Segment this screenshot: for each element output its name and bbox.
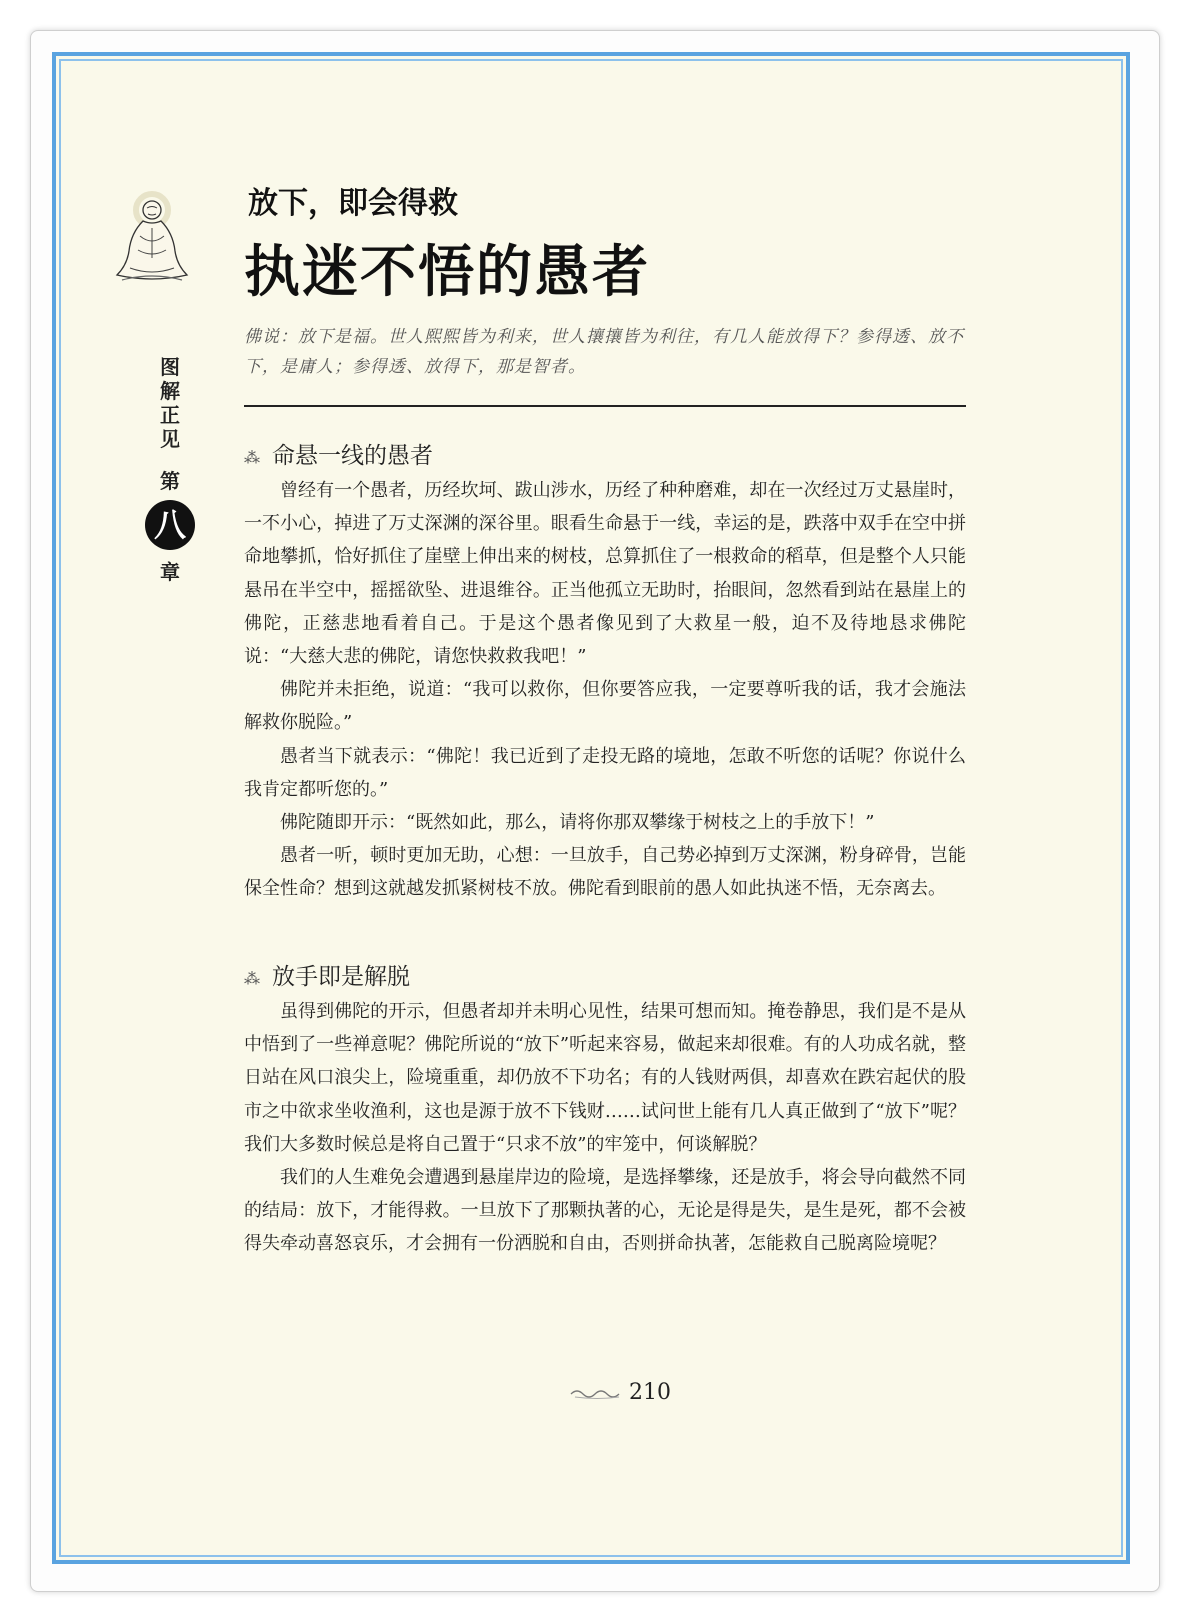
page-title: 执迷不悟的愚者	[244, 239, 650, 305]
paragraph: 曾经有一个愚者，历经坎坷、跋山涉水，历经了种种磨难，却在一次经过万丈悬崖时，一不小心，掉进了万丈深渊的深谷里。眼看生命悬于一线，幸运的是，跌落中双手在空中拼命地攀抓，恰好抓住了崖壁上伸出来的树枝，总算抓住了一根救命的稻草，但是整个人只能悬吊在半空中，摇摇欲坠、进退维谷。正当他孤立无助时，抬眼间，忽然看到站在悬崖上的佛陀，正慈悲地看着自己。于是这个愚者像见到了大救星一般，迫不及待地恳求佛陀说：“大慈大悲的佛陀，请您快救救我吧！”	[244, 480, 966, 668]
paragraph: 愚者当下就表示：“佛陀！我已近到了走投无路的境地，怎敢不听您的话呢？你说什么我肯定都听您的。”	[244, 745, 966, 800]
section-heading	[244, 958, 410, 991]
intro-quote: 佛说：放下是福。世人熙熙皆为利来，世人攘攘皆为利往，有几人能放得下？参得透、放不下，是庸人；参得透、放得下，那是智者。	[244, 327, 964, 377]
paragraph: 我们的人生难免会遭遇到悬崖岸边的险境，是选择攀缘，还是放手，将会导向截然不同的结局：放下，才能得救。一旦放下了那颗执著的心，无论是得是失，是生是死，都不会被得失牵动喜怒哀乐，才会拥有一份洒脱和自由，否则拼命执著，怎能救自己脱离险境呢？	[244, 1167, 966, 1255]
chapter-prefix: 第	[160, 469, 180, 493]
wave-ornament-icon	[569, 1386, 625, 1400]
page-number-text: 210	[629, 1380, 671, 1405]
series-char: 图	[160, 355, 180, 379]
paragraph: 虽得到佛陀的开示，但愚者却并未明心见性，结果可想而知。掩卷静思，我们是不是从中悟到了一些禅意呢？佛陀所说的“放下”听起来容易，做起来却很难。有的人功成名就，整日站在风口浪尖上，险境重重，却仍放不下功名；有的人钱财两俱，却喜欢在跌宕起伏的股市之中欲求坐收渔利，这也是源于放不下钱财……试问世上能有几人真正做到了“放下”呢？我们大多数时候总是将自己置于“只求不放”的牢笼中，何谈解脱？	[244, 1001, 966, 1155]
lotus-ornament-icon: ⁂	[244, 448, 260, 467]
series-char: 解	[160, 379, 180, 403]
lotus-ornament-icon: ⁂	[244, 969, 260, 988]
section-heading-text: 命悬一线的愚者	[272, 443, 433, 469]
chapter-number-badge: 八	[145, 500, 195, 550]
paragraph: 佛陀并未拒绝，说道：“我可以救你，但你要答应我，一定要尊听我的话，我才会施法解救你脱险。”	[244, 679, 966, 734]
series-char: 正	[160, 403, 180, 427]
page-subtitle: 放下，即会得救	[248, 186, 458, 221]
divider	[244, 405, 966, 407]
section-heading-text: 放手即是解脱	[272, 964, 410, 990]
section-heading	[244, 437, 433, 470]
series-char: 见	[160, 427, 180, 451]
buddha-figure-icon	[112, 188, 192, 288]
paragraph: 佛陀随即开示：“既然如此，那么，请将你那双攀缘于树枝之上的手放下！”	[280, 812, 875, 834]
chapter-suffix: 章	[160, 560, 180, 584]
chapter-sidebar	[150, 355, 190, 585]
section-body	[244, 474, 966, 906]
section-body	[244, 995, 966, 1261]
paragraph: 愚者一听，顿时更加无助，心想：一旦放手，自己势必掉到万丈深渊，粉身碎骨，岂能保全性命？想到这就越发抓紧树枝不放。佛陀看到眼前的愚人如此执迷不悟，无奈离去。	[244, 845, 966, 900]
page-number	[540, 1380, 700, 1405]
